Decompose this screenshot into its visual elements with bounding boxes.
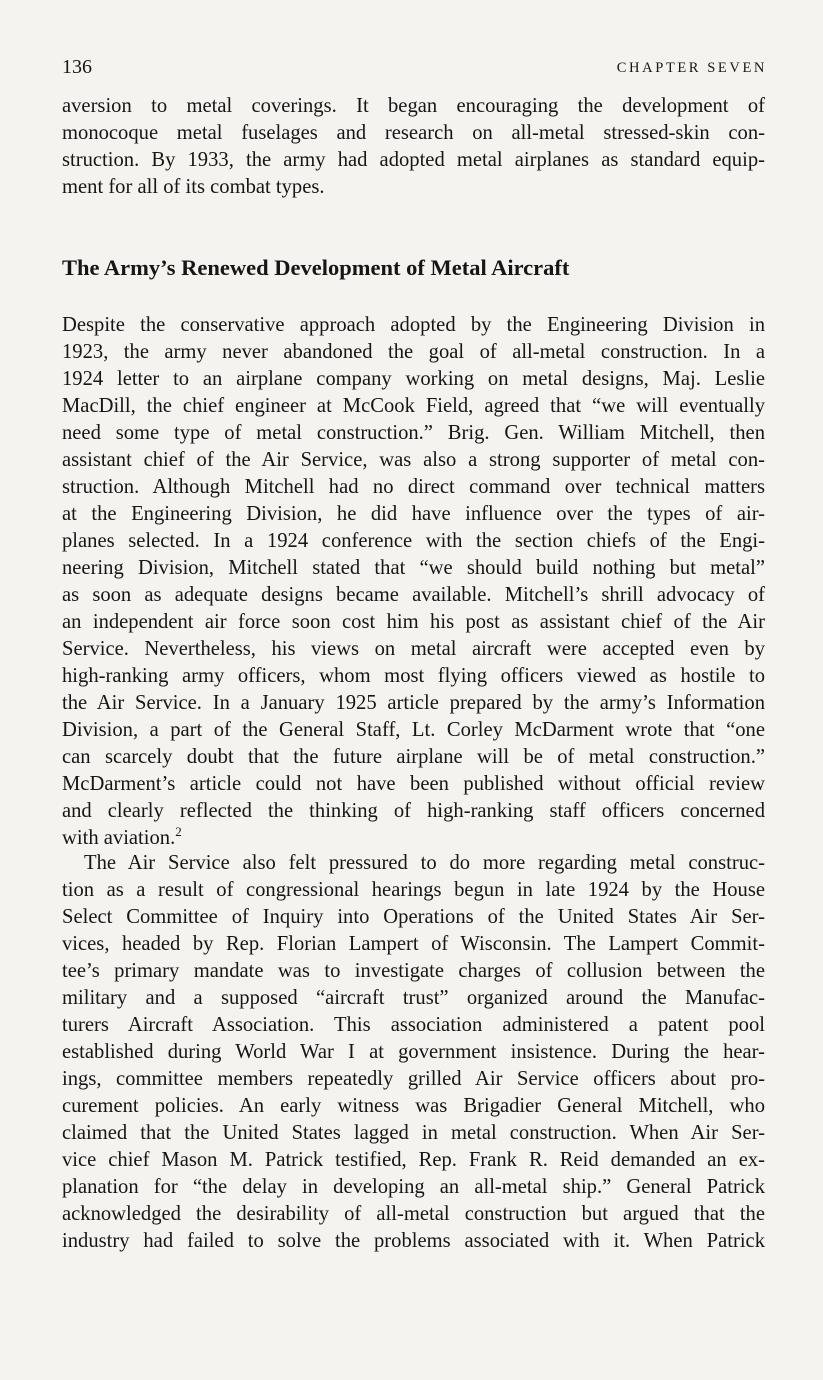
text-line: can scarcely doubt that the future airplane will be of metal construction.” [62, 746, 765, 768]
text-line: ment for all of its combat types. [62, 176, 325, 198]
text-line: 1924 letter to an airplane company working on metal designs, Maj. Leslie [62, 368, 765, 390]
text-line: need some type of metal construction.” Brig. Gen. William Mitchell, then [62, 422, 765, 444]
text-line: ings, committee members repeatedly grilled Air Service officers about pro- [62, 1068, 765, 1090]
text-line: turers Aircraft Association. This association administered a patent pool [62, 1014, 765, 1036]
text-line: tion as a result of congressional hearings begun in late 1924 by the House [62, 879, 765, 901]
text-line: Service. Nevertheless, his views on metal aircraft were accepted even by [62, 638, 765, 660]
text-line [62, 825, 765, 852]
text-line: aversion to metal coverings. It began encouraging the development of [62, 95, 765, 117]
text-line: claimed that the United States lagged in metal construction. When Air Ser- [62, 1122, 765, 1144]
text-line: industry had failed to solve the problems associated with it. When Patrick [62, 1230, 765, 1252]
paragraph-mitchell-metal [62, 312, 765, 852]
text-line: planation for “the delay in developing an all-metal ship.” General Patrick [62, 1176, 765, 1198]
running-head [62, 56, 767, 82]
text-line: as soon as adequate designs became available. Mitchell’s shrill advocacy of [62, 584, 765, 606]
text-line: established during World War I at government insistence. During the hear- [62, 1041, 765, 1063]
text-line: Select Committee of Inquiry into Operations of the United States Air Ser- [62, 906, 765, 928]
text-line: vices, headed by Rep. Florian Lampert of Wisconsin. The Lampert Commit- [62, 933, 765, 955]
text-line: Division, a part of the General Staff, Lt. Corley McDarment wrote that “one [62, 719, 765, 741]
text-line: vice chief Mason M. Patrick testified, Rep. Frank R. Reid demanded an ex- [62, 1149, 765, 1171]
text-line: 1923, the army never abandoned the goal of all-metal construction. In a [62, 341, 765, 363]
text-line: assistant chief of the Air Service, was also a strong supporter of metal con- [62, 449, 765, 471]
text-line: military and a supposed “aircraft trust” organized around the Manufac- [62, 987, 765, 1009]
text-line: at the Engineering Division, he did have influence over the types of air- [62, 503, 765, 525]
text-line: and clearly reflected the thinking of high-ranking staff officers concerned [62, 800, 765, 822]
text-line: acknowledged the desirability of all-metal construction but argued that the [62, 1203, 765, 1225]
page-number: 136 [62, 56, 92, 78]
paragraph-lampert-committee [62, 850, 765, 1255]
text-line: planes selected. In a 1924 conference with the section chiefs of the Engi- [62, 530, 765, 552]
chapter-title: CHAPTER SEVEN [616, 60, 767, 76]
text-line-content: with aviation. [62, 827, 176, 849]
text-line: MacDill, the chief engineer at McCook Field, agreed that “we will eventually [62, 395, 765, 417]
text-line: neering Division, Mitchell stated that “we should build nothing but metal” [62, 557, 765, 579]
text-line: Despite the conservative approach adopted by the Engineering Division in [62, 314, 765, 336]
text-line: curement policies. An early witness was Brigadier General Mitchell, who [62, 1095, 765, 1117]
text-line: high-ranking army officers, whom most flying officers viewed as hostile to [62, 665, 765, 687]
text-line: McDarment’s article could not have been published without official review [62, 773, 765, 795]
text-line: struction. Although Mitchell had no direct command over technical matters [62, 476, 765, 498]
text-line: tee’s primary mandate was to investigate charges of collusion between the [62, 960, 765, 982]
opening-paragraph [62, 93, 765, 201]
text-line: monocoque metal fuselages and research on all-metal stressed-skin con- [62, 122, 765, 144]
text-line: The Air Service also felt pressured to do more regarding metal construc- [84, 852, 765, 874]
text-line: the Air Service. In a January 1925 article prepared by the army’s Information [62, 692, 765, 714]
section-heading: The Army’s Renewed Development of Metal Aircraft [62, 255, 570, 280]
text-line: an independent air force soon cost him his post as assistant chief of the Air [62, 611, 765, 633]
footnote-reference[interactable]: 2 [175, 824, 182, 840]
text-line: struction. By 1933, the army had adopted metal airplanes as standard equip- [62, 149, 765, 171]
